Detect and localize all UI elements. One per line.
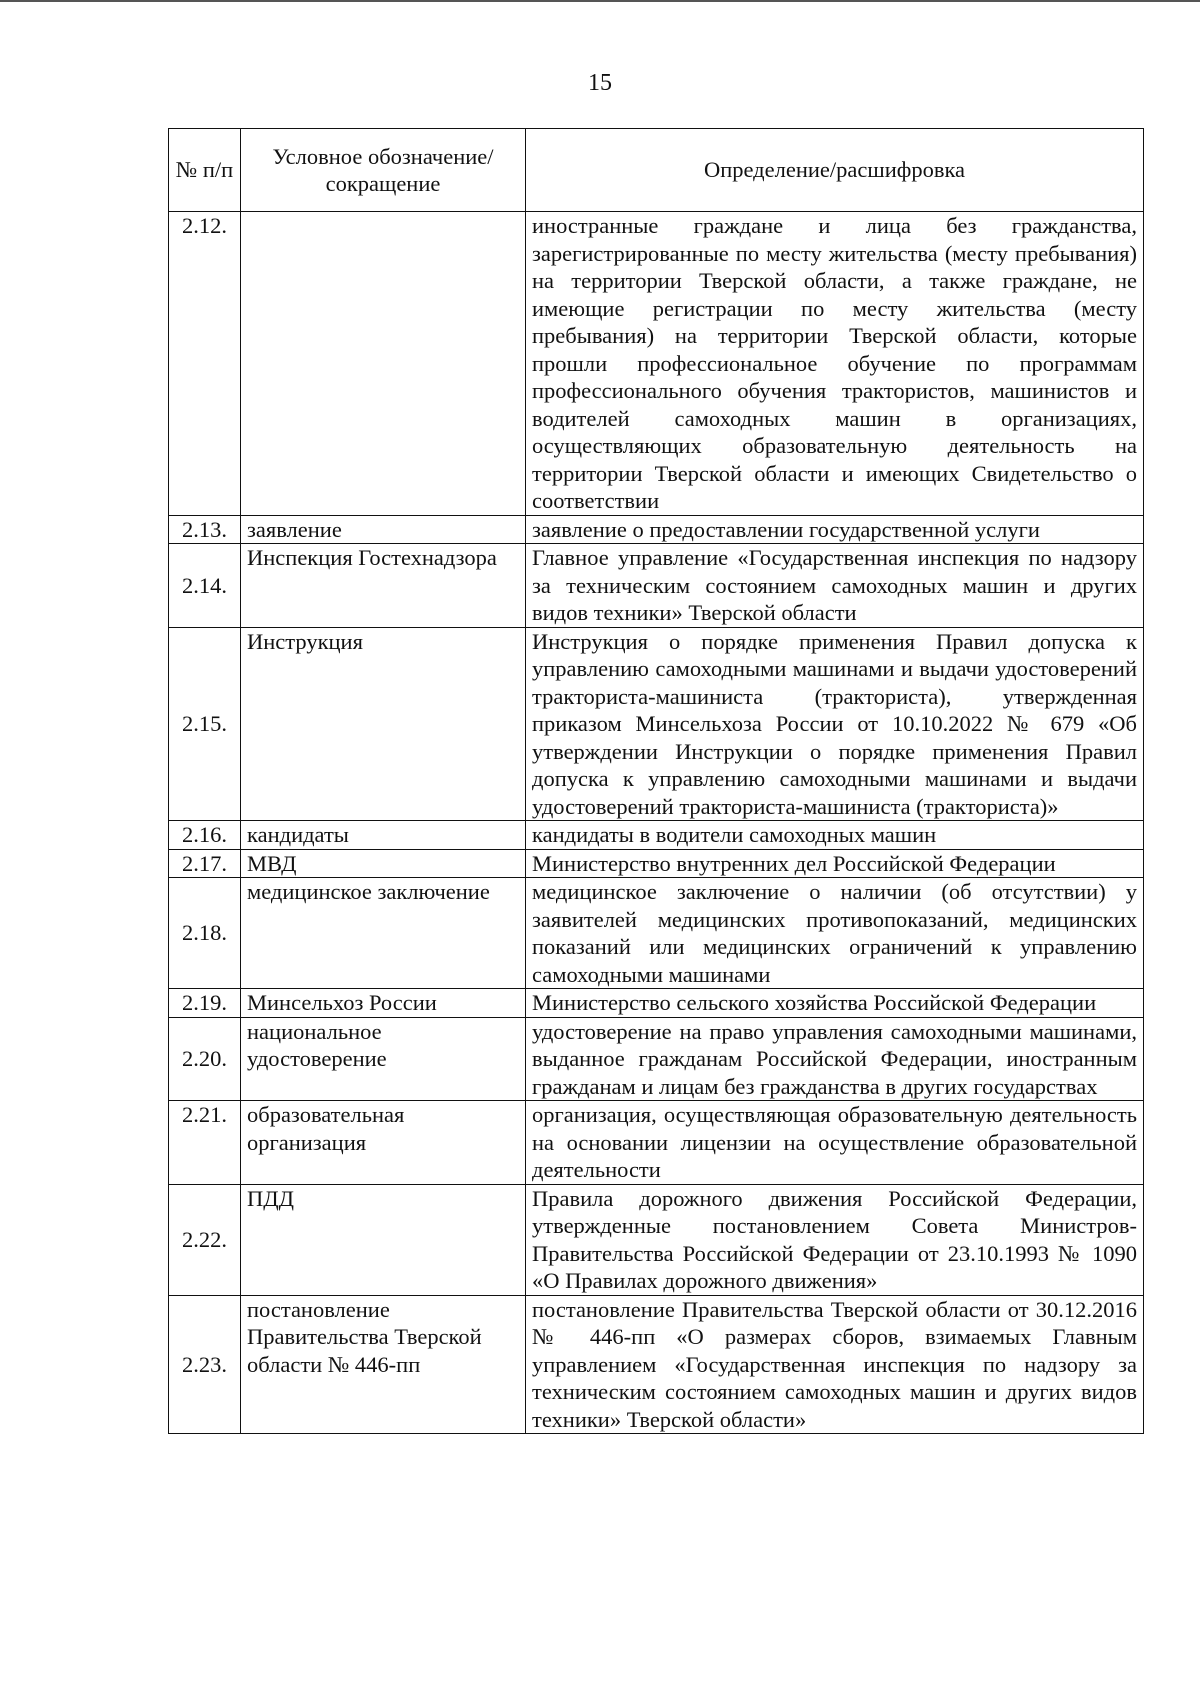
row-term: кандидаты: [241, 821, 526, 850]
row-definition: кандидаты в водители самоходных машин: [526, 821, 1144, 850]
row-number: 2.18.: [169, 878, 241, 989]
row-definition: иностранные граждане и лица без гражданства, зарегистрированные по месту жительства (месту пребывания) на территории Тверской области, а также граждане, не имеющие регистрации по месту жительства (месту пребывания) на территории Тверской области, которые прошли профессиональное обучение по программам профессионального обучения трактористов, машинистов и водителей самоходных машин в организациях, осуществляющих образовательную деятельность на территории Тверской области и имеющих Свидетельство о соответствии: [526, 212, 1144, 516]
row-definition: Министерство внутренних дел Российской Федерации: [526, 849, 1144, 878]
row-definition: медицинское заключение о наличии (об отсутствии) у заявителей медицинских противопоказаний, медицинских показаний или медицинских ограничений к управлению самоходными машинами: [526, 878, 1144, 989]
row-number: 2.17.: [169, 849, 241, 878]
table-row: [169, 544, 1144, 628]
table-row: [169, 1295, 1144, 1434]
scan-edge-line: [0, 0, 1200, 2]
row-number: 2.21.: [169, 1101, 241, 1185]
row-term: национальное удостоверение: [241, 1017, 526, 1101]
header-term: Условное обозначение/сокращение: [241, 129, 526, 212]
table-header-row: [169, 129, 1144, 212]
row-term: постановление Правительства Тверской области № 446-пп: [241, 1295, 526, 1434]
row-term: Инструкция: [241, 627, 526, 821]
table-row: [169, 821, 1144, 850]
row-term: заявление: [241, 515, 526, 544]
row-definition: Главное управление «Государственная инспекция по надзору за техническим состоянием самоходных машин и других видов техники» Тверской области: [526, 544, 1144, 628]
row-number: 2.19.: [169, 989, 241, 1018]
definitions-table: [168, 128, 1144, 1434]
row-term: [241, 212, 526, 516]
row-definition: Министерство сельского хозяйства Российской Федерации: [526, 989, 1144, 1018]
row-definition: удостоверение на право управления самоходными машинами, выданное гражданам Российской Федерации, иностранным гражданам и лицам без гражданства в других государствах: [526, 1017, 1144, 1101]
row-number: 2.13.: [169, 515, 241, 544]
row-number: 2.16.: [169, 821, 241, 850]
table-row: [169, 989, 1144, 1018]
row-number: 2.12.: [169, 212, 241, 516]
row-definition: Инструкция о порядке применения Правил допуска к управлению самоходными машинами и выдачи удостоверений тракториста-машиниста (тракториста), утвержденная приказом Минсельхоза России от 10.10.2022 № 679 «Об утверждении Инструкции о порядке применения Правил допуска к управлению самоходными машинами и выдачи удостоверений тракториста-машиниста (тракториста)»: [526, 627, 1144, 821]
header-number: № п/п: [169, 129, 241, 212]
table-row: [169, 515, 1144, 544]
row-number: 2.20.: [169, 1017, 241, 1101]
header-definition: Определение/расшифровка: [526, 129, 1144, 212]
row-number: 2.23.: [169, 1295, 241, 1434]
row-definition: организация, осуществляющая образовательную деятельность на основании лицензии на осуществление образовательной деятельности: [526, 1101, 1144, 1185]
row-definition: заявление о предоставлении государственной услуги: [526, 515, 1144, 544]
row-term: образовательная организация: [241, 1101, 526, 1185]
table-row: [169, 212, 1144, 516]
row-term: ПДД: [241, 1184, 526, 1295]
row-number: 2.14.: [169, 544, 241, 628]
row-term: Инспекция Гостехнадзора: [241, 544, 526, 628]
table-row: [169, 878, 1144, 989]
page-number: 15: [588, 70, 612, 96]
row-term: Минсельхоз России: [241, 989, 526, 1018]
row-number: 2.15.: [169, 627, 241, 821]
row-definition: Правила дорожного движения Российской Федерации, утвержденные постановлением Совета Министров-Правительства Российской Федерации от 23.10.1993 № 1090 «О Правилах дорожного движения»: [526, 1184, 1144, 1295]
table-row: [169, 1101, 1144, 1185]
row-number: 2.22.: [169, 1184, 241, 1295]
row-term: медицинское заключение: [241, 878, 526, 989]
row-term: МВД: [241, 849, 526, 878]
table-row: [169, 1017, 1144, 1101]
table-row: [169, 1184, 1144, 1295]
row-definition: постановление Правительства Тверской области от 30.12.2016 № 446-пп «О размерах сборов, взимаемых Главным управлением «Государственная инспекция по надзору за техническим состоянием самоходных машин и других видов техники» Тверской области»: [526, 1295, 1144, 1434]
table-row: [169, 849, 1144, 878]
table-row: [169, 627, 1144, 821]
